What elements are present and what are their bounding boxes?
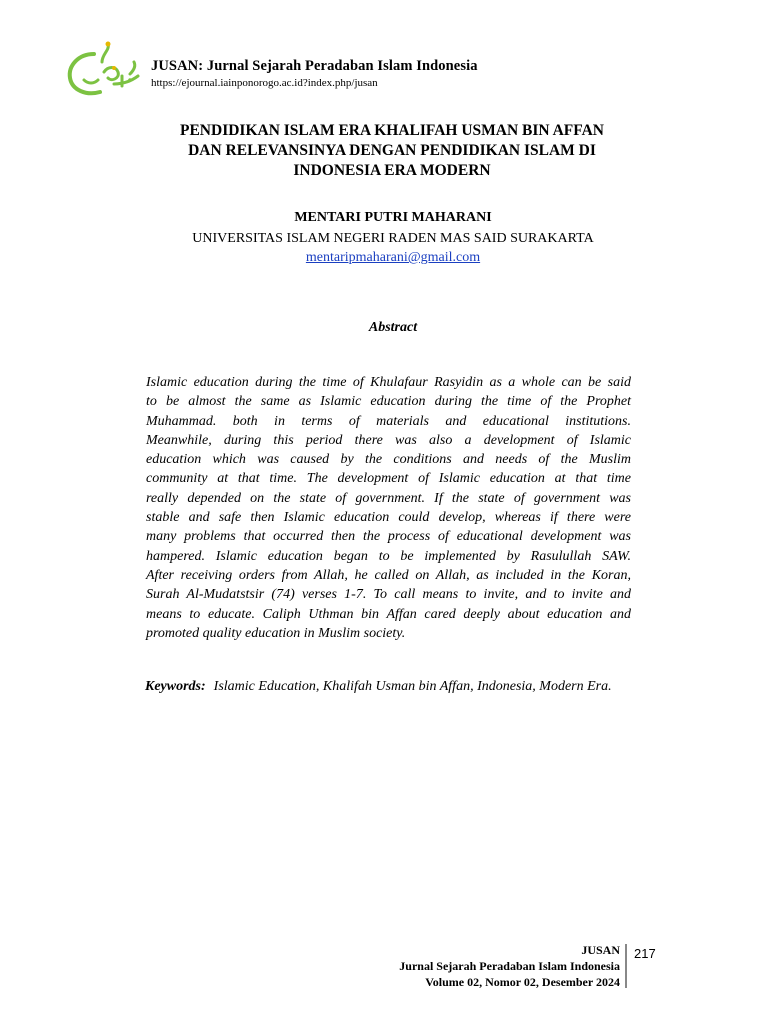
keywords <box>145 679 612 695</box>
abstract-line: many problems that occurred then the process of educational development was <box>146 529 631 545</box>
author-name: MENTARI PUTRI MAHARANI <box>294 210 492 225</box>
keywords-text: Islamic Education, Khalifah Usman bin Affan, Indonesia, Modern Era. <box>213 679 612 694</box>
author-affiliation: UNIVERSITAS ISLAM NEGERI RADEN MAS SAID SURAKARTA <box>192 231 594 246</box>
title-line: PENDIDIKAN ISLAM ERA KHALIFAH USMAN BIN AFFAN <box>180 122 604 139</box>
abstract-line: to be almost the same as Islamic education during the time of the Prophet <box>146 394 631 410</box>
footer-issue: Volume 02, Nomor 02, Desember 2024 <box>425 975 620 989</box>
title-line: INDONESIA ERA MODERN <box>293 162 491 179</box>
footer-divider <box>625 944 627 988</box>
page-number: 217 <box>634 946 656 961</box>
abstract-line: stable and safe then Islamic education could develop, whereas if there were <box>146 510 631 526</box>
abstract-line: Muhammad. both in terms of materials and educational institutions. <box>146 413 631 429</box>
abstract-line: After receiving orders from Allah, he called on Allah, as included in the Koran, <box>146 567 631 583</box>
abstract-line: really depended on the state of government. If the state of government was <box>146 490 631 506</box>
abstract-heading: Abstract <box>368 320 418 335</box>
title-line: DAN RELEVANSINYA DENGAN PENDIDIKAN ISLAM DI <box>188 142 596 159</box>
abstract-line: promoted quality education in Muslim society. <box>146 625 406 641</box>
footer-journal-full: Jurnal Sejarah Peradaban Islam Indonesia <box>399 959 620 973</box>
abstract-line: Islamic education during the time of Khulafaur Rasyidin as a whole can be said <box>146 375 631 390</box>
abstract-line: education which was caused by the conditions and needs of the Muslim <box>146 452 631 468</box>
abstract-line: means to educate. Caliph Uthman bin Affan cared deeply about education and <box>146 606 631 622</box>
author-email-link[interactable]: mentaripmaharani@gmail.com <box>305 250 481 265</box>
abstract-body <box>146 373 631 643</box>
abstract-line: community at that time. The development of Islamic education at that time <box>146 471 631 487</box>
abstract-line: hampered. Islamic education began to be implemented by Rasulullah SAW. <box>146 548 631 564</box>
keywords-label: Keywords: <box>145 679 206 694</box>
abstract-line: Meanwhile, during this period there was also a development of Islamic <box>146 432 631 448</box>
abstract-line: Surah Al-Mudatstsir (74) verses 1-7. To call means to invite, and to invite and <box>146 587 631 603</box>
page-footer <box>399 942 620 990</box>
journal-url[interactable]: https://ejournal.iainponorogo.ac.id?index.php/jusan <box>151 77 378 89</box>
footer-journal-short: JUSAN <box>581 943 620 957</box>
jusan-logo-icon <box>64 40 144 98</box>
article-title <box>100 121 684 181</box>
journal-name: JUSAN: Jurnal Sejarah Peradaban Islam Indonesia <box>151 58 478 74</box>
